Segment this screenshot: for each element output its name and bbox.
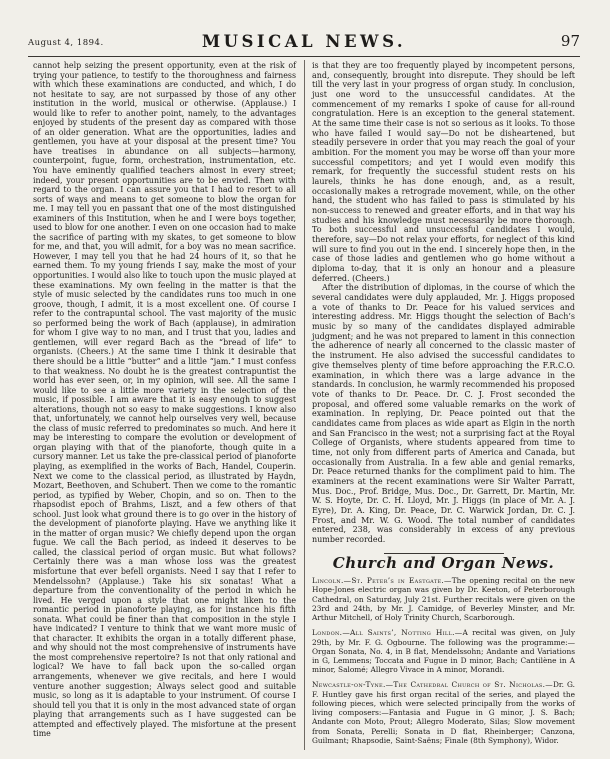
article-paragraph: is that they are too frequently played by incompetent persons, and, consequently, brought into disrepute. They should be left till the very last in your progress of organ study. In conclusion, just one word to the unsuccessful candidates. At the commencement of my remarks I spoke of cause for all-round congratulation. Here is an exception to the general statement. At the same time their case is not so serious as it looks. To those who have failed I would say—Do not be disheartened, but steadily persevere in order that you may reach the goal of your ambition. For the moment you may be worse off than your more successful competitors; and yet I would even modify this remark, for frequently the successful student rests on his laurels, thinks he has done enough, and, as a result, occasionally makes a retrograde movement, while, on the other hand, the student who has failed to pass is stimulated by his non-success to renewed and greater efforts, and in that way his studies and his knowledge must necessarily be more thorough. To both successful and unsuccessful candidates I would, therefore, say—Do not relax your efforts, for neglect of this kind will sure to find you out in the end. I sincerely hope then, in the case of those ladies and gentlemen who go home without a diploma to-day, that it is only an honour and a pleasure deferred. (Cheers.) — [312, 61, 575, 283]
news-item — [312, 680, 575, 745]
news-item-place: Lincoln.—St. Peter’s in Eastgate.— — [312, 576, 452, 586]
news-item-text: A recital was given, on July 29th, by Mr. F. G. Ogbourne. The following was the programme:—Organ Sonata, No. 4, in B flat, Mendelssohn; Andante and Variations in G, Lemmens; Toccata and Fugue in D minor, Bach; Cantilène in A minor, Salomé; Allegro Vivace in A minor, Morandi. — [312, 628, 575, 675]
left-column — [33, 61, 296, 739]
news-item — [312, 576, 575, 622]
page-header — [28, 30, 580, 54]
news-item — [312, 628, 575, 674]
right-column — [312, 61, 575, 751]
article-paragraph: cannot help seizing the present opportunity, even at the risk of trying your patience, to testify to the thoroughness and fairness with which these examinations are conducted, and which, I do not hesitate to say, are not surpassed by those of any other institution in the world, musical or otherwise. (Applause.) I would like to refer to another point, namely, to the advantages enjoyed by students of the present day as compared with those of an older generation. What are the opportunities, ladies and gentlemen, you have at your disposal at the present time? You have treatises in abundance on all subjects—harmony, counterpoint, fugue, form, orchestration, instrumentation, etc. You have eminently qualified teachers almost in every street; indeed, your present opportunities are to be envied. Then with regard to the organ. I can assure you that I had to resort to all sorts of ways and means to get someone to blow the organ for me. I may tell you en passant that one of the most distinguished examiners of this Institution, when he and I were boys together, used to blow for one another. I even on one occasion had to make the sacrifice of parting with my skates, to get someone to blow for me, and that, you will admit, for a boy was no mean sacrifice. However, I may tell you that he had 24 hours of it, so that he earned them. To my young friends I say, make the most of your opportunities. I would also like to touch upon the music played at these examinations. My own feeling in the matter is that the style of music selected by the candidates runs too much in one groove, though, I admit, it is a most excellent one. Of course I refer to the contrapuntal school. The vast majority of the music so performed being the work of Bach (applause), in admiration for whom I give way to no man, and I trust that you, ladies and gentlemen, will ever regard Bach as the “bread of life” to organists. (Cheers.) At the same time I think it desirable that there should be a little “butter” and a little “jam.” I must confess to that weakness. No doubt he is the greatest contrapuntist the world has ever seen, or, in my opinion, will see. All the same I would like to see a little more variety in the selection of the music, if possible. I am aware that it is easy enough to suggest alterations, though not so easy to make suggestions. I know also that, unfortunately, we cannot help ourselves very well, because the class of music referred to predominates so much. And here it may be interesting to compare the evolution or development of organ playing with that of the pianoforte, though quite in a cursory manner. Let us take the pre-classical period of pianoforte playing, as exemplified in the works of Bach, Handel, Couperin. Next we come to the classical period, as illustrated by Haydn, Mozart, Beethoven, and Schubert. Then we come to the romantic period, as typified by Weber, Chopin, and so on. Then to the rhapsodist epoch of Brahms, Liszt, and a few others of that school. Just look what ground there is to go over in the history of the development of pianoforte playing. Have we anything like it in the matter of organ music? We chiefly depend upon the organ fugue. We call the Bach period, as indeed it deserves to be called, the classical period of organ music. But what follows? Certainly there was a man whose loss was the greatest misfortune that ever befell organists. Need I say that I refer to Mendelssohn? (Applause.) Take his six sonatas! What a departure from the conventionality of the period in which he lived. He verged upon a style that one might liken to the romantic period in pianoforte playing, as for instance his fifth sonata. What could be finer than that composition in the style I have indicated? I venture to think that we want more music of that character. It exhibits the organ in a totally different phase, and why should not the most comprehensive of instruments have the most comprehensive repertoire? Is not that only rational and logical? We have to fall back upon the so-called organ arrangements, whenever we give recitals, and here I would venture another suggestion; Always select good and suitable music, so long as it is adaptable to your instrument. Of course I should tell you that it is only in the most advanced state of organ playing that arrangements such as I have suggested can be attempted and effectively played. The misfortune at the present time — [33, 61, 296, 739]
section-title: Church and Organ News. — [332, 553, 555, 572]
issue-date: August 4, 1894. — [28, 38, 104, 48]
news-item-place: Newcastle-on-Tyne.—The Cathedral Church of St. Nicholas.— — [312, 680, 553, 690]
publication-title: MUSICAL NEWS. — [201, 32, 407, 51]
news-item-text: Dr. G. F. Huntley gave his first organ recital of the series, and played the following pieces, which were selected principally from the works of living composers:—Fantasia and Fugue in G minor, J. S. Bach; Andante con Moto, Prout; Allegro Moderato, Silas; Slow movement from Sonata, Perelli; Sonata in D flat, Rheinberger; Canzona, Guilmant; Rhapsodie, Saint-Saëns; Finale (8th Symphony), Widor. — [312, 680, 575, 745]
header-rule — [28, 56, 580, 57]
column-divider — [304, 60, 305, 750]
news-item-place: London.—All Saints’, Notting Hill.— — [312, 628, 463, 638]
article-paragraph: After the distribution of diplomas, in the course of which the several candidates were duly applauded, Mr. J. Higgs proposed a vote of thanks to Dr. Peace for his valued services and interesting address. Mr. Higgs thought the selection of Bach’s music by so many of the candidates displayed admirable judgment; and he was not prepared to lament in this connection the adherence of nearly all concerned to the classic master of the instrument. He also advised the successful candidates to give themselves plenty of time before approaching the F.R.C.O. examination, in which there was a large advance in the standards. In conclusion, he warmly recommended his proposed vote of thanks to Dr. Peace. Dr. C. J. Frost seconded the proposal, and offered some valuable remarks on the work of examination. In replying, Dr. Peace pointed out that the candidates came from places as wide apart as Elgin in the north and San Francisco in the west; not a surprising fact at the Royal College of Organists, where students appeared from time to time, not only from different parts of America and Canada, but occasionally from Australia. In a few able and genial remarks, Dr. Peace returned thanks for the compliment paid to him. The examiners at the recent examinations were Sir Walter Parratt, Mus. Doc., Prof. Bridge, Mus. Doc., Dr. Garrett, Dr. Martin, Mr. W. S. Hoyte, Dr. C. H. Lloyd, Mr. J. Higgs (in place of Mr. A. J. Eyre), Dr. A. King, Dr. Peace, Dr. C. Warwick Jordan, Dr. C. J. Frost, and Mr. W. G. Wood. The total number of candidates entered, 238, was considerably in excess of any previous number recorded. — [312, 283, 575, 544]
page-number: 97 — [560, 32, 580, 50]
news-item-text: The opening recital on the new Hope-Jones electric organ was given by Dr. Keeton, of Peterborough Cathedral, on Saturday, July 21st. Further recitals were given on the 23rd and 24th, by Mr. J. Camidge, of Beverley Minster, and Mr. Arthur Mitchell, of Holy Trinity Church, Scarborough. — [312, 576, 575, 623]
